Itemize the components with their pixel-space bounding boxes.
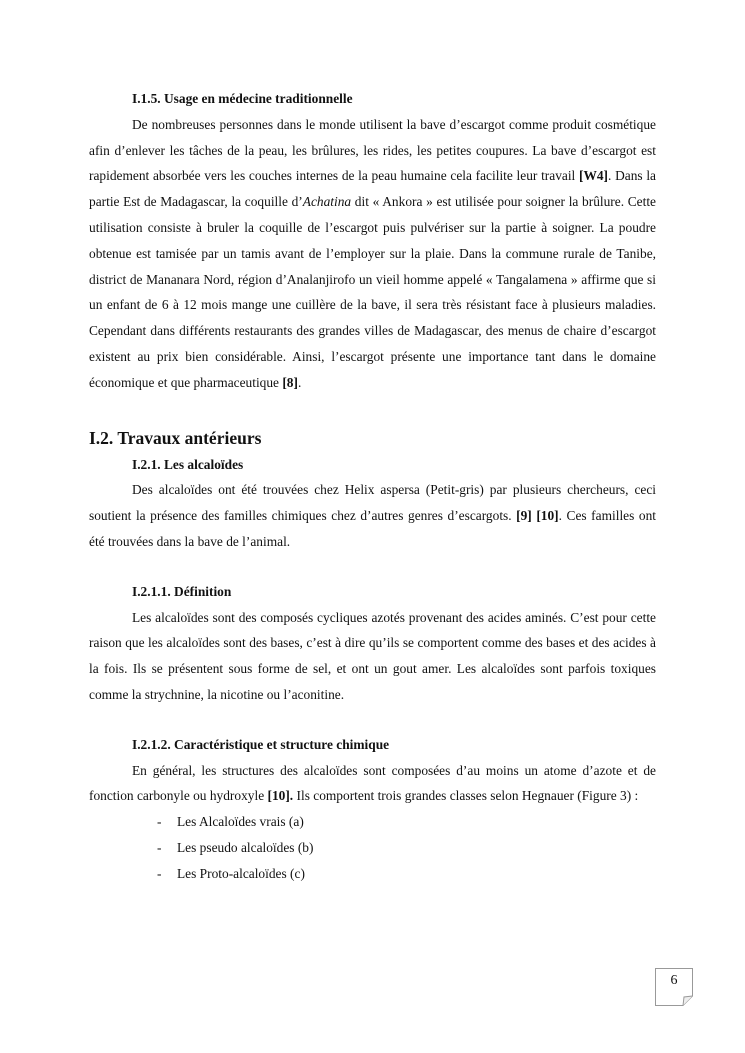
citation-8: [8] [282,374,298,390]
citation-10: [10]. [267,788,294,804]
page-content [89,86,656,887]
section-heading-1-2: I.2. Travaux antérieurs [89,427,262,448]
list-item: - Les Proto-alcaloïdes (c) [157,865,305,881]
genus-name: Achatina [302,194,352,210]
citation-w4: [W4] [579,168,609,184]
section-heading-1-2-1: I.2.1. Les alcaloïdes [132,456,244,472]
section-heading-1-2-1-2: I.2.1.2. Caractéristique et structure chimique [132,736,390,752]
page-number-box [655,968,693,1006]
section-heading-1-1-5: I.1.5. Usage en médecine traditionnelle [132,91,353,106]
section-heading-1-2-1-1: I.2.1.1. Définition [132,583,232,599]
paragraph-traditional-medicine: De nombreuses personnes dans le monde utilisent la bave d’escargot comme produit cosmétique afin d’enlever les tâches de la peau, les brûlures, les rides, les petites coupures. La bave d’escargot est rapidement absorbée vers les couches internes de la peau humaine cela facilite leur travail [W4]. Dans la partie Est de Madagascar, la coquille d’Achatina dit « Ankora » est utilisée pour soigner la brûlure. Cette utilisation consiste à bruler la coquille de l’escargot puis pulvériser sur la partie à soigner. La poudre obtenue est tamisée par un tamis avant de l’employer sur la plaie. Dans la commune rurale de Tanibe, district de Mananara Nord, région d’Analanjirofo un vieil homme appelé « Tangalamena » affirme que si un enfant de 6 à 12 mois mange une cuillère de la bave, il sera très résistant face à plusieurs maladies. Cependant dans différents restaurants des grandes villes de Madagascar, des menus de chaire d’escargot existent au prix bien considérable. Ainsi, l’escargot présente une importance tant dans le domaine économique et que pharmaceutique [8]. [89,116,656,390]
list-item: - Les Alcaloïdes vrais (a) [157,814,304,830]
paragraph-definition: Les alcaloïdes sont des composés cycliques azotés provenant des acides aminés. C’est pour cette raison que les alcaloïdes sont des bases, c’est à dire qu’ils se comportent comme des bases et des acides à la fois. Ils se présentent sous forme de sel, et ont un gout amer. Les alcaloïdes sont parfois toxiques comme la strychnine, la nicotine ou l’aconitine. [89,609,656,702]
alkaloid-class-list [89,809,656,886]
citation-9-10: [9] [10] [516,508,559,524]
paragraph-alkaloids: Des alcaloïdes ont été trouvées chez Helix aspersa (Petit-gris) par plusieurs chercheurs, ceci soutient la présence des familles chimiques chez d’autres genres d’escargots. [9] [10]. Ces familles ont été trouvées dans la bave de l’animal. [89,482,656,549]
paragraph-chemical-structure: En général, les structures des alcaloïdes sont composées d’au moins un atome d’azote et de fonction carbonyle ou hydroxyle [10]. Ils comportent trois grandes classes selon Hegnauer (Figure 3) : [89,762,656,804]
list-item: - Les pseudo alcaloïdes (b) [157,839,314,855]
page-number: 6 [670,973,678,988]
